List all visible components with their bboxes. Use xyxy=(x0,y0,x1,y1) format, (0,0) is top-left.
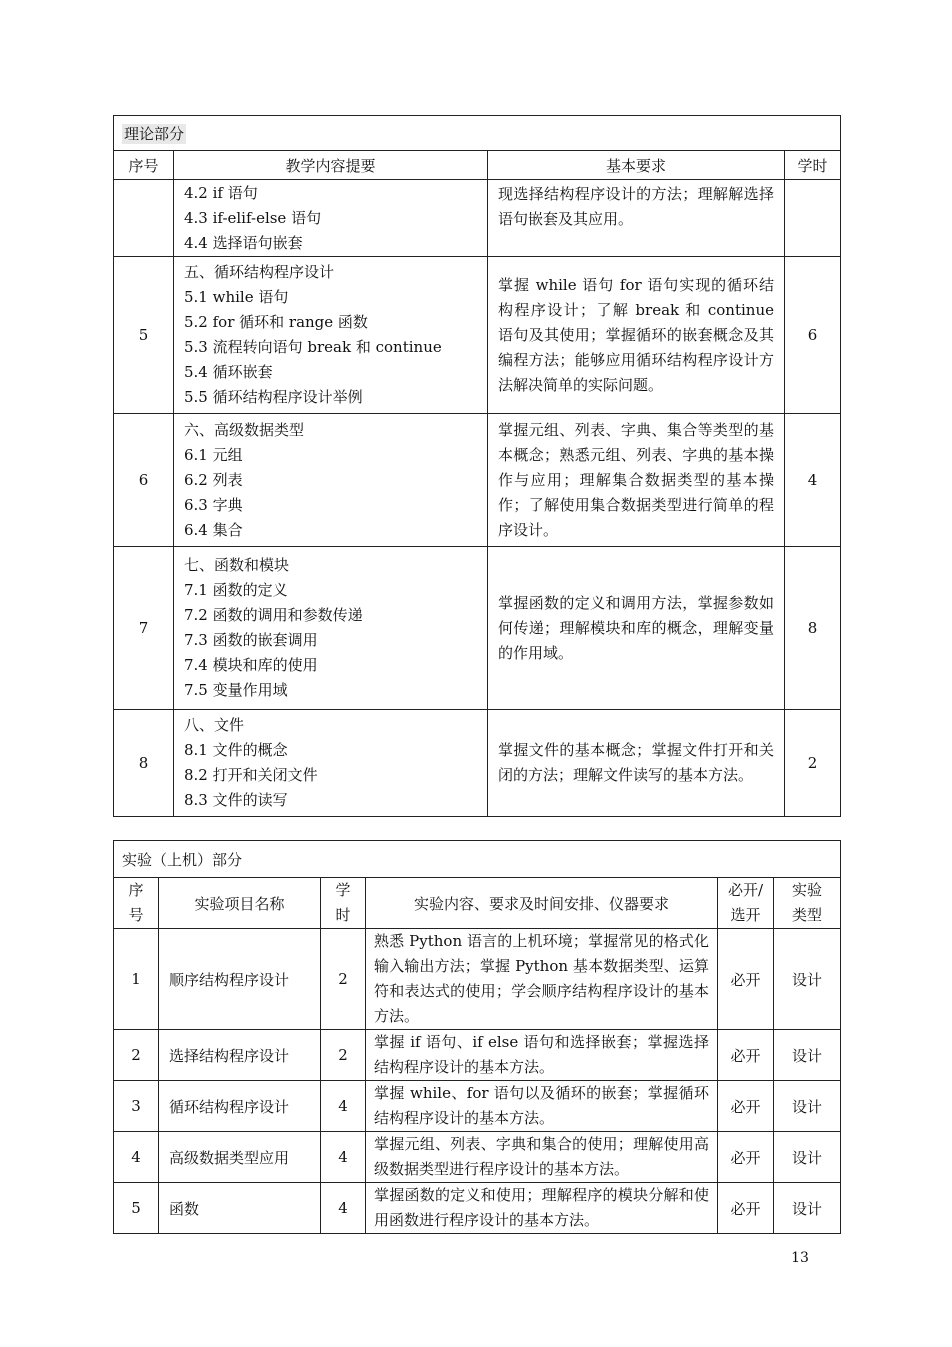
outline-line: 8.3 文件的读写 xyxy=(184,791,288,809)
lab-header-row xyxy=(114,878,841,929)
lab-hours: 4 xyxy=(321,1081,366,1132)
lab-required: 必开 xyxy=(718,929,774,1030)
table-row xyxy=(114,414,841,547)
lab-required: 必开 xyxy=(718,1030,774,1081)
row-hours: 2 xyxy=(785,710,841,817)
requirements-cell xyxy=(488,414,785,547)
lab-name: 高级数据类型应用 xyxy=(159,1132,321,1183)
content-outline xyxy=(174,547,488,710)
row-number xyxy=(114,180,174,257)
lab-required: 必开 xyxy=(718,1132,774,1183)
outline-line: 4.3 if-elif-else 语句 xyxy=(184,208,322,227)
lab-no: 2 xyxy=(114,1030,159,1081)
outline-line: 7.2 函数的调用和参数传递 xyxy=(184,606,363,624)
content-outline xyxy=(174,257,488,414)
lab-name: 选择结构程序设计 xyxy=(159,1030,321,1081)
content-outline xyxy=(174,710,488,817)
outline-line: 8.1 文件的概念 xyxy=(184,741,288,759)
outline-line: 6.1 元组 xyxy=(184,445,243,464)
lab-header-type xyxy=(774,878,841,929)
theory-header-no: 序号 xyxy=(114,151,174,180)
outline-line: 七、函数和模块 xyxy=(184,556,290,574)
row-number: 6 xyxy=(114,414,174,547)
lab-header-required-line1: 必开/ xyxy=(727,881,764,899)
lab-header-required-line2: 选开 xyxy=(730,906,761,924)
requirements-cell xyxy=(488,257,785,414)
requirements-text: 掌握 while 语句 for 语句实现的循环结构程序设计；了解 break 和 continue 语句及其使用；掌握循环的嵌套概念及其编程方法；能够应用循环结构程序设计方法解决简单的实际问题。 xyxy=(498,275,774,394)
row-number: 7 xyxy=(114,547,174,710)
lab-content-cell xyxy=(366,1081,718,1132)
table-row xyxy=(114,929,841,1030)
lab-header-hours-line2: 时 xyxy=(335,906,351,924)
outline-line: 7.4 模块和库的使用 xyxy=(184,656,318,674)
theory-header-requirements: 基本要求 xyxy=(488,151,785,180)
content-outline xyxy=(174,180,488,257)
lab-no: 3 xyxy=(114,1081,159,1132)
lab-name: 循环结构程序设计 xyxy=(159,1081,321,1132)
outline-line: 6.2 列表 xyxy=(184,470,243,489)
lab-content: 熟悉 Python 语言的上机环境；掌握常见的格式化输入输出方法；掌握 Python 基本数据类型、运算符和表达式的使用；学会顺序结构程序设计的基本方法。 xyxy=(374,932,709,1025)
lab-header-content: 实验内容、要求及时间安排、仪器要求 xyxy=(366,878,718,929)
lab-content-cell xyxy=(366,1132,718,1183)
lab-content: 掌握 if 语句、if else 语句和选择嵌套；掌握选择结构程序设计的基本方法。 xyxy=(374,1033,709,1076)
outline-line: 8.2 打开和关闭文件 xyxy=(184,766,318,784)
theory-header-content: 教学内容提要 xyxy=(174,151,488,180)
outline-line: 6.3 字典 xyxy=(184,495,243,514)
theory-header-hours: 学时 xyxy=(785,151,841,180)
outline-line: 4.4 选择语句嵌套 xyxy=(184,233,303,252)
outline-line: 八、文件 xyxy=(184,716,245,734)
lab-hours: 2 xyxy=(321,929,366,1030)
requirements-text: 掌握函数的定义和调用方法，掌握参数如何传递；理解模块和库的概念，理解变量的作用域。 xyxy=(498,593,774,662)
lab-hours: 4 xyxy=(321,1132,366,1183)
lab-section-title-cell xyxy=(114,841,841,878)
table-row xyxy=(114,1183,841,1234)
outline-line: 5.2 for 循环和 range 函数 xyxy=(184,313,368,331)
table-row xyxy=(114,1030,841,1081)
lab-name: 顺序结构程序设计 xyxy=(159,929,321,1030)
lab-content: 掌握函数的定义和使用；理解程序的模块分解和使用函数进行程序设计的基本方法。 xyxy=(374,1186,709,1229)
lab-header-no xyxy=(114,878,159,929)
lab-header-no-line1: 序 xyxy=(128,881,144,899)
lab-content-cell xyxy=(366,1183,718,1234)
content-outline xyxy=(174,414,488,547)
lab-name: 函数 xyxy=(159,1183,321,1234)
theory-section-title-cell xyxy=(114,116,841,151)
lab-type: 设计 xyxy=(774,1030,841,1081)
lab-type: 设计 xyxy=(774,1132,841,1183)
lab-header-name: 实验项目名称 xyxy=(159,878,321,929)
outline-line: 5.5 循环结构程序设计举例 xyxy=(184,388,363,406)
outline-line: 7.1 函数的定义 xyxy=(184,581,288,599)
row-number: 5 xyxy=(114,257,174,414)
lab-header-required xyxy=(718,878,774,929)
row-hours: 6 xyxy=(785,257,841,414)
outline-line: 5.1 while 语句 xyxy=(184,288,289,306)
table-row xyxy=(114,257,841,414)
lab-hours: 2 xyxy=(321,1030,366,1081)
lab-header-hours xyxy=(321,878,366,929)
outline-line: 7.3 函数的嵌套调用 xyxy=(184,631,318,649)
lab-header-type-line2: 类型 xyxy=(792,906,823,924)
row-hours xyxy=(785,180,841,257)
lab-type: 设计 xyxy=(774,1081,841,1132)
theory-section-title: 理论部分 xyxy=(124,124,185,143)
requirements-text: 掌握元组、列表、字典、集合等类型的基本概念；熟悉元组、列表、字典的基本操作与应用；理解集合数据类型的基本操作；了解使用集合数据类型进行简单的程序设计。 xyxy=(498,420,774,539)
lab-content: 掌握元组、列表、字典和集合的使用；理解使用高级数据类型进行程序设计的基本方法。 xyxy=(374,1135,709,1178)
outline-line: 六、高级数据类型 xyxy=(184,420,305,439)
table-row xyxy=(114,710,841,817)
requirements-text: 掌握文件的基本概念；掌握文件打开和关闭的方法；理解文件读写的基本方法。 xyxy=(498,741,774,784)
lab-no: 5 xyxy=(114,1183,159,1234)
requirements-cell xyxy=(488,547,785,710)
outline-line: 7.5 变量作用域 xyxy=(184,681,288,699)
lab-type: 设计 xyxy=(774,1183,841,1234)
table-row xyxy=(114,180,841,257)
lab-type: 设计 xyxy=(774,929,841,1030)
table-row xyxy=(114,1081,841,1132)
table-row xyxy=(114,547,841,710)
lab-table xyxy=(113,840,841,1234)
lab-header-no-line2: 号 xyxy=(128,906,144,924)
row-number: 8 xyxy=(114,710,174,817)
lab-header-type-line1: 实验 xyxy=(792,881,823,899)
outline-line: 6.4 集合 xyxy=(184,520,243,539)
outline-line: 5.4 循环嵌套 xyxy=(184,363,273,381)
lab-content-cell xyxy=(366,1030,718,1081)
lab-content: 掌握 while、for 语句以及循环的嵌套；掌握循环结构程序设计的基本方法。 xyxy=(374,1084,709,1127)
requirements-text: 现选择结构程序设计的方法；理解解选择语句嵌套及其应用。 xyxy=(498,185,774,228)
outline-line: 五、循环结构程序设计 xyxy=(184,263,335,281)
theory-table xyxy=(113,115,841,817)
page-number: 13 xyxy=(791,1250,809,1266)
row-hours: 8 xyxy=(785,547,841,710)
lab-required: 必开 xyxy=(718,1183,774,1234)
lab-hours: 4 xyxy=(321,1183,366,1234)
lab-no: 1 xyxy=(114,929,159,1030)
table-row xyxy=(114,1132,841,1183)
lab-header-hours-line1: 学 xyxy=(335,881,351,899)
outline-line: 5.3 流程转向语句 break 和 continue xyxy=(184,338,442,356)
lab-no: 4 xyxy=(114,1132,159,1183)
requirements-cell xyxy=(488,710,785,817)
row-hours: 4 xyxy=(785,414,841,547)
lab-content-cell xyxy=(366,929,718,1030)
lab-section-title: 实验（上机）部分 xyxy=(122,850,243,869)
requirements-cell xyxy=(488,180,785,257)
outline-line: 4.2 if 语句 xyxy=(184,183,258,202)
lab-required: 必开 xyxy=(718,1081,774,1132)
